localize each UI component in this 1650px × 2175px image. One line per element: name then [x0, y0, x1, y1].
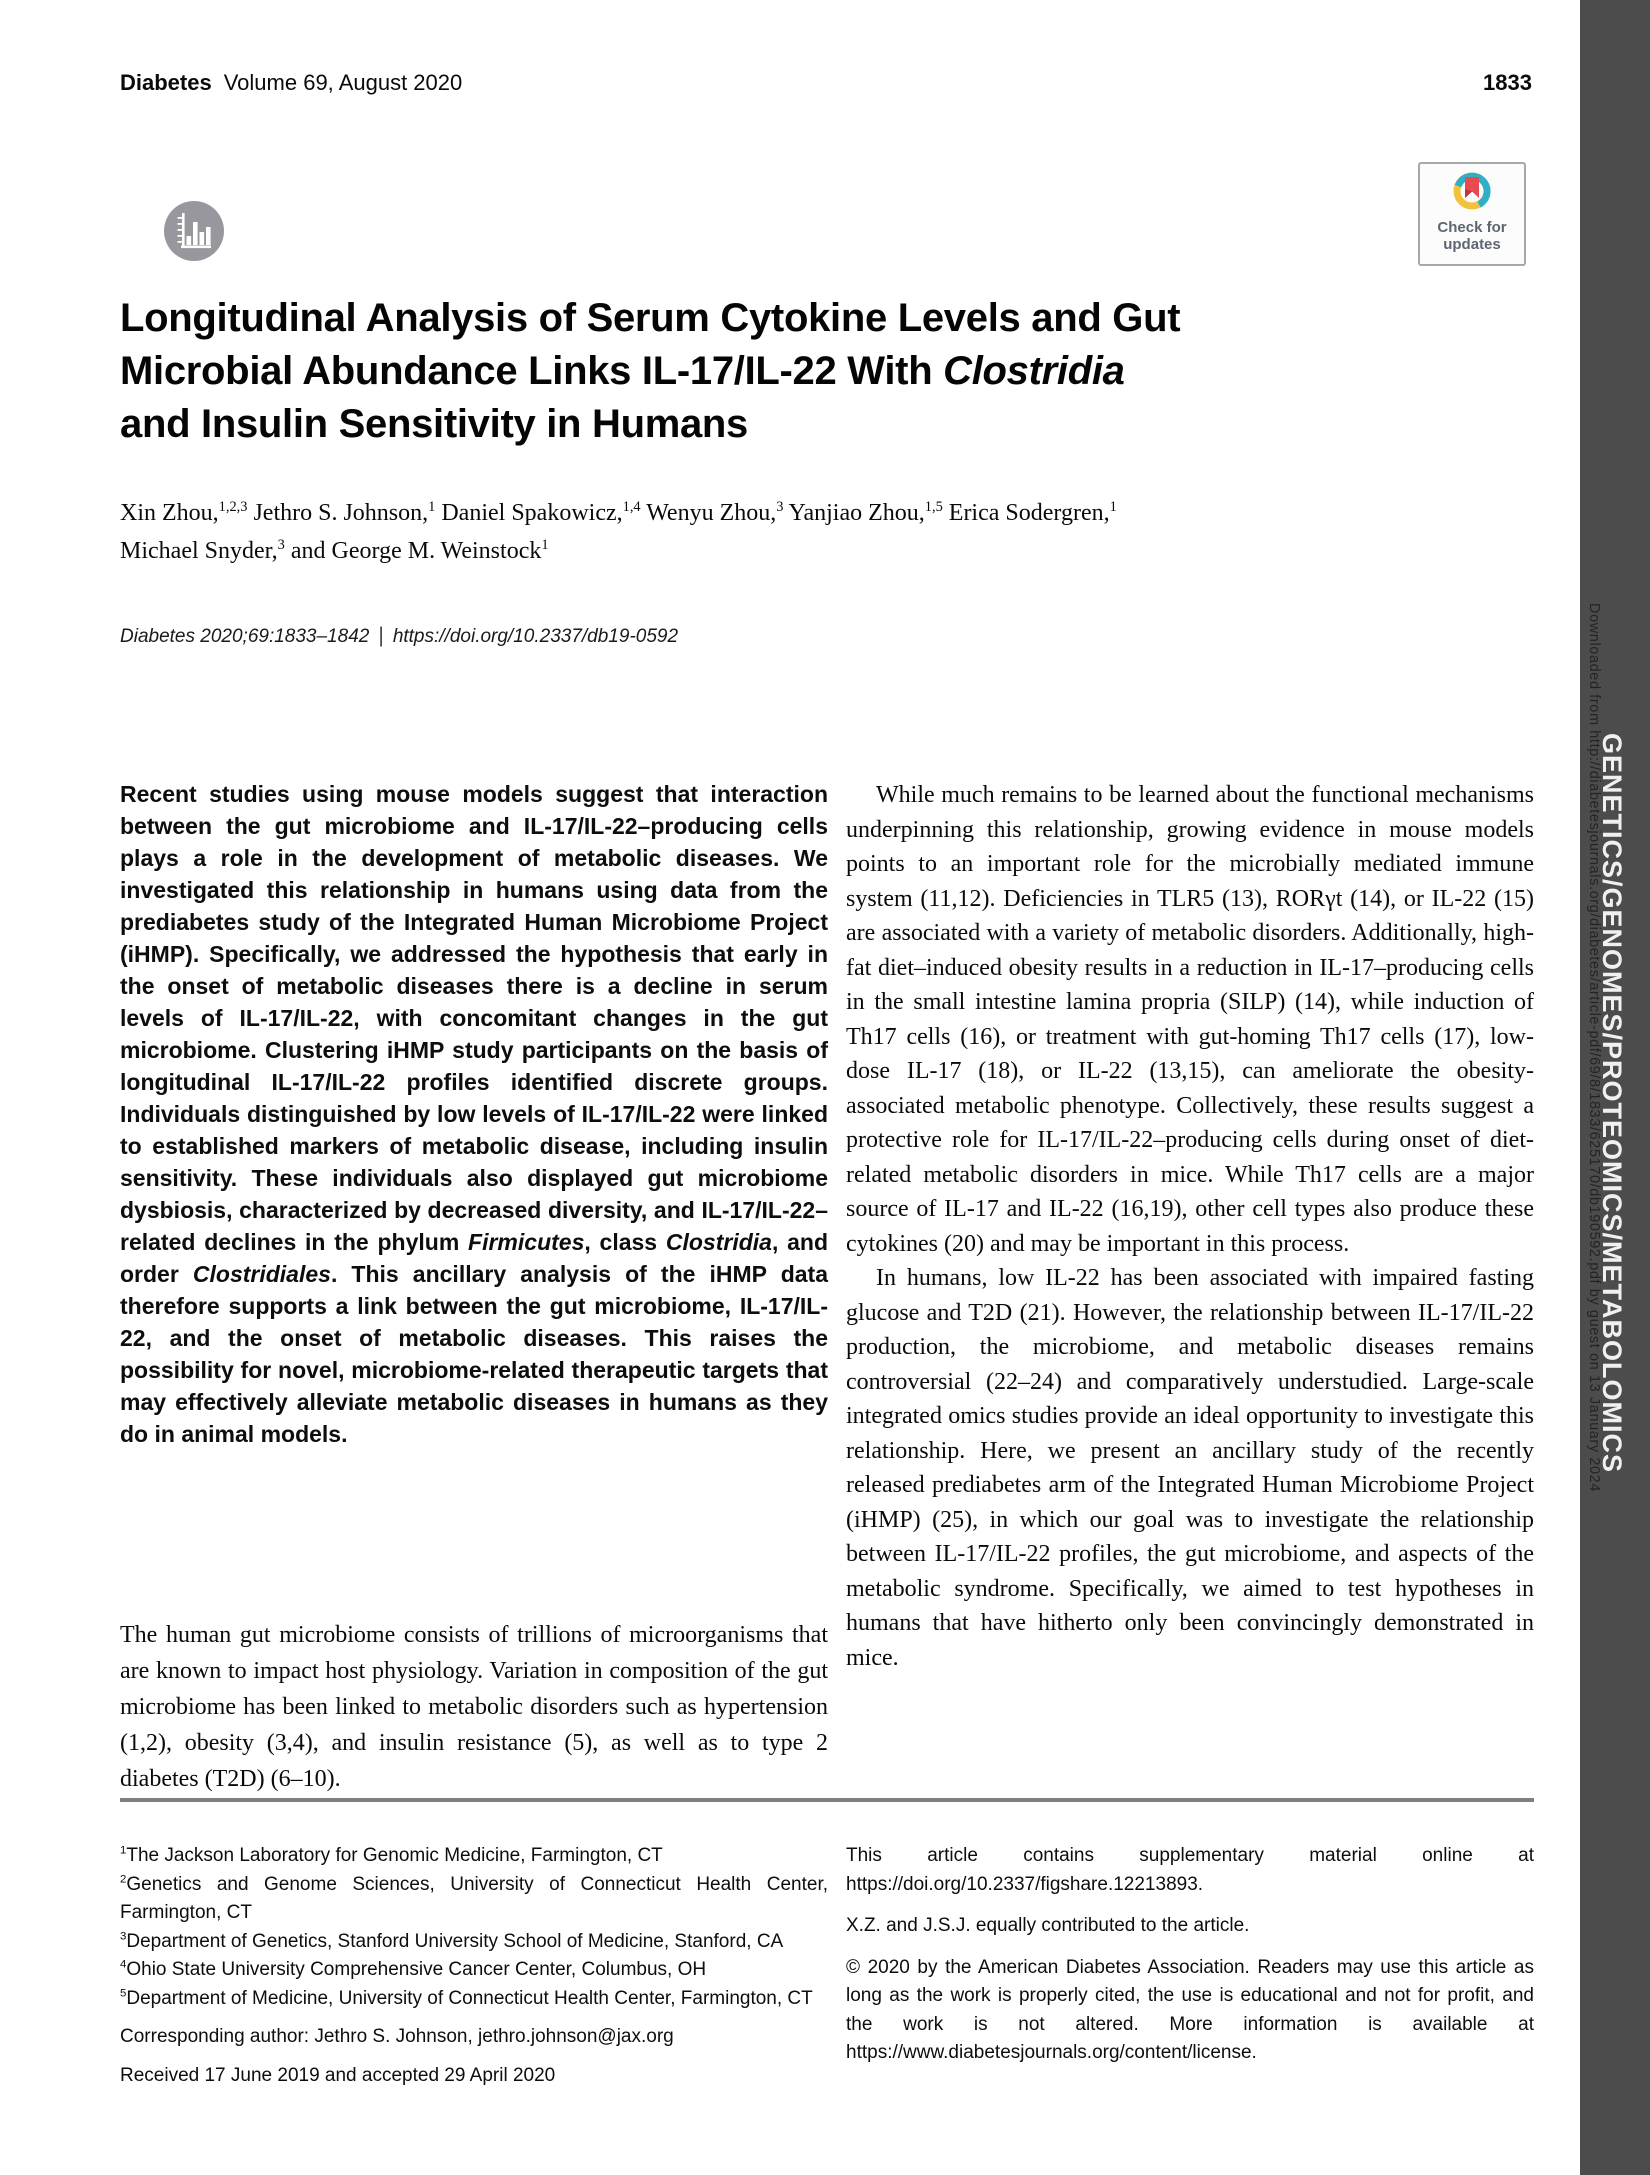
- supplementary-note: This article contains supplementary material online at https://doi.org/10.2337/figshare.12213893.: [846, 1845, 1534, 1895]
- running-head: [120, 70, 1532, 96]
- affiliation-1: $^1$The Jackson Laboratory for Genomic Medicine, Farmington, CT: [120, 1844, 663, 1866]
- title-line-3: and Insulin Sensitivity in Humans: [120, 402, 748, 446]
- footnote-divider: [120, 1798, 1534, 1802]
- affiliation-5: $^5$Department of Medicine, University of Connecticut Health Center, Farmington, CT: [120, 1987, 813, 2009]
- title-line-2: Microbial Abundance Links IL-17/IL-22 With Clostridia: [120, 349, 1125, 393]
- check-for-updates-icon: [1446, 167, 1498, 219]
- citation-line: [120, 624, 1120, 648]
- footnotes-affiliations: [120, 1842, 828, 2090]
- received-accepted-dates: Received 17 June 2019 and accepted 29 April 2020: [120, 2064, 556, 2086]
- body-right-column: [846, 778, 1534, 1675]
- intro-paragraph: The human gut microbiome consists of trillions of microorganisms that are known to impact host physiology. Variation in composition of the gut microbiome has been linked to metabolic disorders such as hypertension (1,2), obesity (3,4), and insulin resistance (5), as well as to type 2 diabetes (T2D) (6–10).: [120, 1622, 828, 1792]
- journal-logo: [163, 200, 225, 262]
- footnotes-notices: [846, 1842, 1534, 2081]
- body-paragraph-1: While much remains to be learned about the functional mechanisms underpinning this relationship, growing evidence in mouse models points to an important role for the microbially mediated immune system (11,12). Deficiencies in TLR5 (13), RORγt (14), or IL-22 (15) are associated with a variety of metabolic disorders. Additionally, high-fat diet–induced obesity results in a reduction in IL-17–producing cells in the small intestine lamina propria (SILP) (14), while induction of Th17 cells (16), or treatment with gut-homing Th17 cells (17), low-dose IL-17 (18), or IL-22 (13,15), can ameliorate the obesity-associated metabolic phenotype. Collectively, these results suggest a protective role for IL-17/IL-22–producing cells during onset of diet-related metabolic disorders in mice. While Th17 cells are a major source of IL-17 and IL-22 (16,19), other cell types also produce these cytokines (20) and may be important in this process.: [846, 782, 1534, 1257]
- affiliation-4: $^4$Ohio State University Comprehensive Cancer Center, Columbus, OH: [120, 1958, 707, 1980]
- contribution-note: X.Z. and J.S.J. equally contributed to the article.: [846, 1915, 1250, 1936]
- article-title: [120, 292, 1520, 451]
- section-category-text: GENETICS/GENOMES/PROTEOMICS/METABOLOMICS: [1597, 733, 1627, 1474]
- title-line-1: Longitudinal Analysis of Serum Cytokine Levels and Gut: [120, 296, 1181, 340]
- body-paragraph-2: In humans, low IL-22 has been associated with impaired fasting glucose and T2D (21). However, the relationship between IL-17/IL-22 production, the microbiome, and metabolic diseases remains controversial (22–24) and comparatively understudied. Large-scale integrated omics studies provide an ideal opportunity to investigate this relationship. Here, we present an ancillary study of the recently released prediabetes arm of the Integrated Human Microbiome Project (iHMP) (25), in which our goal was to investigate the relationship between IL-17/IL-22 profiles, the gut microbiome, and aspects of the metabolic syndrome. Specifically, we aimed to test hypotheses in humans that have hitherto only been convincingly demonstrated in mice.: [846, 1265, 1534, 1671]
- page-number: 1833: [1483, 70, 1532, 95]
- bar-chart-icon: [163, 200, 225, 262]
- download-sidebar: [1580, 0, 1650, 2175]
- copyright-note: © 2020 by the American Diabetes Association. Readers may use this article as long as the work is properly cited, the use is educational and not for profit, and the work is not altered. More information is available at https://www.diabetesjournals.org/content/license.: [846, 1956, 1534, 2063]
- authors-line-2: Michael Snyder,$^3$ and George M. Weinstock$^1$: [120, 537, 549, 564]
- check-for-updates-label: Check for updates: [1437, 219, 1507, 253]
- journal-name: Diabetes: [120, 70, 212, 95]
- corresponding-author: Corresponding author: Jethro S. Johnson, jethro.johnson@jax.org: [120, 2026, 674, 2047]
- author-list: [120, 494, 1532, 570]
- citation-separator: |: [378, 624, 384, 647]
- affiliation-2: $^2$Genetics and Genome Sciences, University of Connecticut Health Center, Farmington, CT: [120, 1873, 828, 1923]
- download-provenance-text: Downloaded from http://diabetesjournals.org/diabetes/article-pdf/69/8/1833/625170/db190592.pdf by guest on 13 January 2024: [1586, 603, 1602, 1493]
- abstract: Recent studies using mouse models suggest that interaction between the gut microbiome and IL-17/IL-22–producing cells plays a role in the development of metabolic diseases. We investigated this relationship in humans using data from the prediabetes study of the Integrated Human Microbiome Project (iHMP). Specifically, we addressed the hypothesis that early in the onset of metabolic diseases there is a decline in serum levels of IL-17/IL-22, with concomitant changes in the gut microbiome. Clustering iHMP study participants on the basis of longitudinal IL-17/IL-22 profiles identified discrete groups. Individuals distinguished by low levels of IL-17/IL-22 were linked to established markers of metabolic disease, including insulin sensitivity. These individuals also displayed gut microbiome dysbiosis, characterized by decreased diversity, and IL-17/IL-22–related declines in the phylum Firmicutes, class Clostridia, and order Clostridiales. This ancillary analysis of the iHMP data therefore supports a link between the gut microbiome, IL-17/IL-22, and the onset of metabolic diseases. This raises the possibility for novel, microbiome-related therapeutic targets that may effectively alleviate metabolic diseases in humans as they do in animal models.: [120, 781, 829, 1447]
- affiliation-3: $^3$Department of Genetics, Stanford University School of Medicine, Stanford, CA: [120, 1930, 784, 1952]
- volume-issue: Volume 69, August 2020: [223, 70, 463, 95]
- authors-line-1: Xin Zhou,$^{1,2,3}$ Jethro S. Johnson,$^1$ Daniel Spakowicz,$^{1,4}$ Wenyu Zhou,$^3$ Yanjiao Zhou,$^{1,5}$ Erica Sodergren,$^1$: [120, 499, 1117, 526]
- citation-ref: Diabetes 2020;69:1833–1842: [120, 626, 370, 647]
- citation-doi-link[interactable]: https://doi.org/10.2337/db19-0592: [392, 626, 679, 647]
- check-for-updates-badge[interactable]: [1418, 162, 1526, 266]
